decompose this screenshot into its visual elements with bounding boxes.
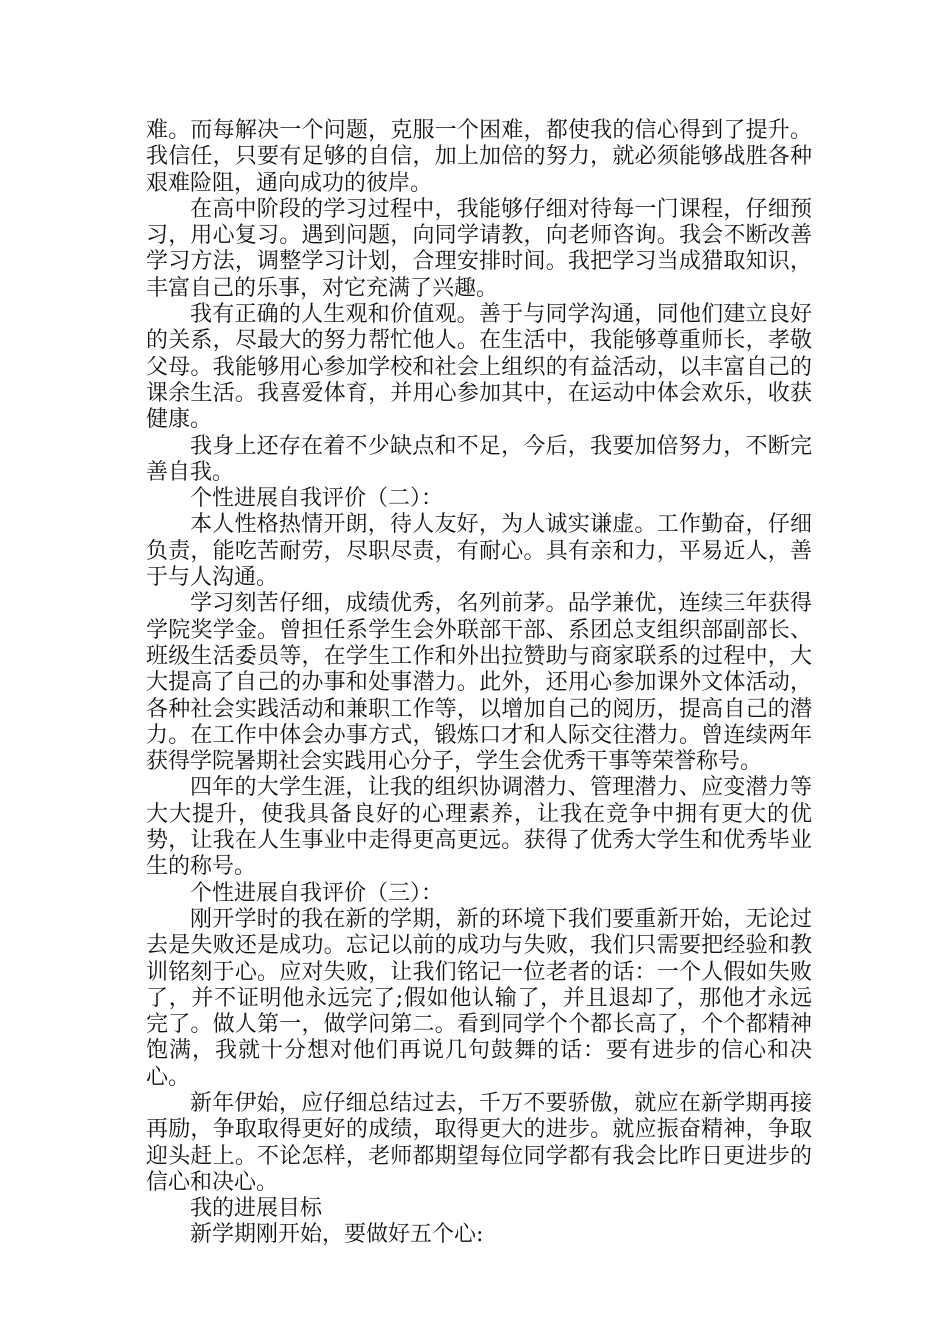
- paragraph-personality: 本人性格热情开朗，待人友好，为人诚实谦虚。工作勤奋，仔细负责，能吃苦耐劳，尽职尽责，有耐心。具有亲和力，平易近人，善于与人沟通。: [146, 512, 812, 591]
- paragraph-high-school-study: 在高中阶段的学习过程中，我能够仔细对待每一门课程，仔细预习，用心复习。遇到问题，向同学请教，向老师咨询。我会不断改善学习方法，调整学习计划，合理安排时间。我把学习当成猎取知识，丰富自己的乐事，对它充满了兴趣。: [146, 196, 812, 301]
- paragraph-study-achievements: 学习刻苦仔细，成绩优秀，名列前茅。品学兼优，连续三年获得学院奖学金。曾担任系学生会外联部干部、系团总支组织部副部长、班级生活委员等，在学生工作和外出拉赞助与商家联系的过程中，大大提高了自己的办事和处事潜力。此外，还用心参加课外文体活动，各种社会实践活动和兼职工作等，以增加自己的阅历，提高自己的潜力。在工作中体会办事方式，锻炼口才和人际交往潜力。曾连续两年获得学院暑期社会实践用心分子，学生会优秀干事等荣誉称号。: [146, 591, 812, 775]
- section-heading-three: 个性进展自我评价（三）：: [190, 880, 444, 906]
- paragraph-university-years: 四年的大学生涯，让我的组织协调潜力、管理潜力、应变潜力等大大提升，使我具备良好的心理素养，让我在竞争中拥有更大的优势，让我在人生事业中走得更高更远。获得了优秀大学生和优秀毕业生的称号。: [146, 775, 812, 880]
- paragraph-new-semester: 刚开学时的我在新的学期，新的环境下我们要重新开始，无论过去是失败还是成功。忘记以前的成功与失败，我们只需要把经验和教训铭刻于心。应对失败，让我们铭记一位老者的话：一个人假如失败了，并不证明他永远完了;假如他认输了，并且退却了，那他才永远完了。做人第一，做学问第二。看到同学个个都长高了，个个都精神饱满，我就十分想对他们再说几句鼓舞的话：要有进步的信心和决心。: [146, 906, 812, 1090]
- paragraph-new-year: 新年伊始，应仔细总结过去，千万不要骄傲，就应在新学期再接再励，争取取得更好的成绩，取得更大的进步。就应振奋精神，争取迎头赶上。不论怎样，老师都期望每位同学都有我会比昨日更进步的信心和决心。: [146, 1090, 812, 1195]
- paragraph-continuation: 难。而每解决一个问题，克服一个困难，都使我的信心得到了提升。我信任，只要有足够的自信，加上加倍的努力，就必须能够战胜各种艰难险阻，通向成功的彼岸。: [146, 118, 812, 196]
- section-heading-goals: 我的进展目标: [190, 1196, 323, 1222]
- section-heading-two: 个性进展自我评价（二）：: [190, 486, 444, 512]
- paragraph-values: 我有正确的人生观和价值观。善于与同学沟通，同他们建立良好的关系，尽最大的努力帮忙他人。在生活中，我能够尊重师长，孝敬父母。我能够用心参加学校和社会上组织的有益活动，以丰富自己的课余生活。我喜爱体育，并用心参加其中，在运动中体会欢乐，收获健康。: [146, 302, 812, 433]
- paragraph-shortcomings: 我身上还存在着不少缺点和不足，今后，我要加倍努力，不断完善自我。: [146, 433, 812, 485]
- document-body: [146, 118, 812, 1249]
- paragraph-five-hearts: 新学期刚开始，要做好五个心:: [190, 1222, 484, 1248]
